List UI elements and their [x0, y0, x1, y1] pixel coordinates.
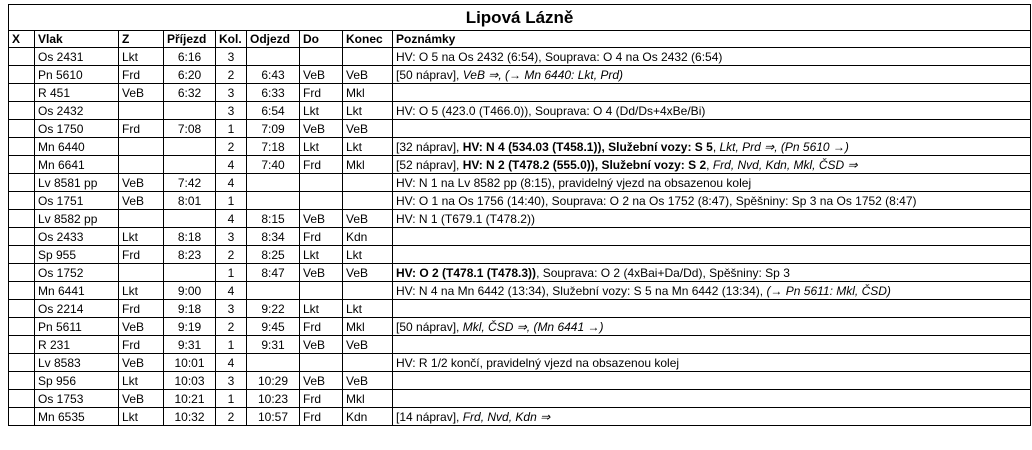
cell-vlak: Sp 956	[35, 372, 119, 390]
table-row	[9, 318, 1031, 336]
cell-konec: Mkl	[343, 84, 393, 102]
table-row	[9, 210, 1031, 228]
cell-vlak: Lv 8582 pp	[35, 210, 119, 228]
cell-poznamky	[393, 264, 1031, 282]
note-segment: HV: O 5 (423.0 (T466.0)), Souprava: O 4 (Dd/Ds+4xBe/Bi)	[396, 103, 706, 118]
cell-kol: 1	[216, 390, 247, 408]
cell-poznamky	[393, 246, 1031, 264]
cell-kol: 4	[216, 282, 247, 300]
cell-z: Frd	[119, 336, 164, 354]
cell-kol: 3	[216, 102, 247, 120]
table-row	[9, 138, 1031, 156]
cell-kol: 1	[216, 120, 247, 138]
cell-z: Frd	[119, 66, 164, 84]
cell-x	[9, 102, 35, 120]
cell-do: VeB	[300, 66, 343, 84]
cell-x	[9, 66, 35, 84]
cell-poznamky	[393, 48, 1031, 66]
cell-prijezd: 10:03	[164, 372, 216, 390]
cell-konec: Mkl	[343, 156, 393, 174]
cell-poznamky	[393, 210, 1031, 228]
cell-vlak: Mn 6441	[35, 282, 119, 300]
table-row	[9, 174, 1031, 192]
cell-x	[9, 390, 35, 408]
cell-poznamky	[393, 372, 1031, 390]
note-segment: [14 náprav],	[396, 409, 463, 424]
cell-kol: 2	[216, 408, 247, 426]
table-row	[9, 120, 1031, 138]
cell-z	[119, 102, 164, 120]
table-row	[9, 390, 1031, 408]
cell-odjezd	[247, 354, 300, 372]
cell-do: Lkt	[300, 138, 343, 156]
cell-prijezd: 9:00	[164, 282, 216, 300]
cell-kol: 1	[216, 192, 247, 210]
cell-do: Frd	[300, 318, 343, 336]
cell-z: Lkt	[119, 372, 164, 390]
cell-konec: VeB	[343, 66, 393, 84]
cell-do	[300, 192, 343, 210]
cell-prijezd	[164, 102, 216, 120]
cell-vlak: R 231	[35, 336, 119, 354]
note-segment: [50 náprav],	[396, 67, 463, 82]
cell-x	[9, 264, 35, 282]
cell-do: VeB	[300, 120, 343, 138]
cell-odjezd: 10:29	[247, 372, 300, 390]
cell-poznamky	[393, 84, 1031, 102]
cell-vlak: Mn 6535	[35, 408, 119, 426]
cell-konec: VeB	[343, 120, 393, 138]
cell-poznamky	[393, 102, 1031, 120]
cell-z: VeB	[119, 192, 164, 210]
cell-vlak: Os 1753	[35, 390, 119, 408]
note-segment: [52 náprav],	[396, 157, 463, 172]
cell-konec	[343, 192, 393, 210]
cell-prijezd: 9:19	[164, 318, 216, 336]
cell-prijezd	[164, 210, 216, 228]
cell-do	[300, 354, 343, 372]
cell-poznamky	[393, 156, 1031, 174]
cell-konec: Lkt	[343, 102, 393, 120]
cell-kol: 3	[216, 84, 247, 102]
cell-konec: VeB	[343, 264, 393, 282]
cell-poznamky	[393, 282, 1031, 300]
cell-vlak: Pn 5610	[35, 66, 119, 84]
cell-kol: 2	[216, 246, 247, 264]
cell-poznamky	[393, 408, 1031, 426]
cell-z	[119, 156, 164, 174]
cell-x	[9, 48, 35, 66]
cell-z	[119, 264, 164, 282]
table-row	[9, 354, 1031, 372]
col-header-poznamky: Poznámky	[393, 31, 1031, 48]
cell-do: VeB	[300, 264, 343, 282]
cell-konec: Mkl	[343, 318, 393, 336]
cell-konec	[343, 48, 393, 66]
cell-poznamky	[393, 228, 1031, 246]
cell-odjezd: 6:54	[247, 102, 300, 120]
cell-z: VeB	[119, 318, 164, 336]
cell-do	[300, 282, 343, 300]
cell-odjezd: 10:23	[247, 390, 300, 408]
cell-prijezd: 7:08	[164, 120, 216, 138]
cell-kol: 3	[216, 48, 247, 66]
cell-do: Lkt	[300, 102, 343, 120]
cell-poznamky	[393, 318, 1031, 336]
cell-odjezd: 9:45	[247, 318, 300, 336]
cell-kol: 3	[216, 300, 247, 318]
cell-odjezd: 9:31	[247, 336, 300, 354]
cell-poznamky	[393, 336, 1031, 354]
table-row	[9, 336, 1031, 354]
note-segment: ,	[706, 157, 713, 172]
cell-poznamky	[393, 120, 1031, 138]
cell-kol: 4	[216, 354, 247, 372]
cell-poznamky	[393, 192, 1031, 210]
cell-z: Lkt	[119, 408, 164, 426]
cell-x	[9, 228, 35, 246]
timetable-wrapper	[8, 4, 1030, 426]
note-segment: HV: O 1 na Os 1756 (14:40), Souprava: O 2 na Os 1752 (8:47), Spěšniny: Sp 3 na Os 1752 (8:47)	[396, 193, 917, 208]
col-header-x: X	[9, 31, 35, 48]
cell-x	[9, 282, 35, 300]
cell-konec: VeB	[343, 210, 393, 228]
cell-odjezd	[247, 48, 300, 66]
cell-vlak: Os 1752	[35, 264, 119, 282]
cell-kol: 1	[216, 264, 247, 282]
note-segment: Frd, Nvd, Kdn ⇒	[462, 409, 551, 424]
note-segment: HV: N 4 na Mn 6442 (13:34), Služební vozy: S 5 na Mn 6442 (13:34),	[396, 283, 767, 298]
cell-x	[9, 336, 35, 354]
cell-vlak: Os 2432	[35, 102, 119, 120]
cell-do: Lkt	[300, 300, 343, 318]
col-header-konec: Konec	[343, 31, 393, 48]
cell-prijezd: 6:32	[164, 84, 216, 102]
col-header-odjezd: Odjezd	[247, 31, 300, 48]
cell-x	[9, 84, 35, 102]
table-row	[9, 300, 1031, 318]
cell-vlak: Sp 955	[35, 246, 119, 264]
cell-odjezd: 8:47	[247, 264, 300, 282]
cell-prijezd: 8:23	[164, 246, 216, 264]
cell-kol: 4	[216, 174, 247, 192]
cell-konec	[343, 174, 393, 192]
cell-z: VeB	[119, 390, 164, 408]
cell-poznamky	[393, 354, 1031, 372]
table-row	[9, 228, 1031, 246]
cell-poznamky	[393, 390, 1031, 408]
cell-poznamky	[393, 174, 1031, 192]
cell-x	[9, 156, 35, 174]
col-header-z: Z	[119, 31, 164, 48]
cell-vlak: Lv 8583	[35, 354, 119, 372]
cell-konec: Lkt	[343, 138, 393, 156]
cell-odjezd: 10:57	[247, 408, 300, 426]
cell-vlak: R 451	[35, 84, 119, 102]
note-segment: [32 náprav],	[396, 139, 463, 154]
cell-konec: VeB	[343, 336, 393, 354]
col-header-kol: Kol.	[216, 31, 247, 48]
cell-prijezd	[164, 264, 216, 282]
header-row	[9, 31, 1031, 48]
table-row	[9, 246, 1031, 264]
cell-x	[9, 372, 35, 390]
col-header-do: Do	[300, 31, 343, 48]
note-segment: , Souprava: O 2 (4xBai+Da/Dd), Spěšniny: Sp 3	[536, 265, 790, 280]
cell-vlak: Mn 6440	[35, 138, 119, 156]
cell-do	[300, 48, 343, 66]
table-row	[9, 66, 1031, 84]
cell-do: VeB	[300, 336, 343, 354]
cell-konec: Lkt	[343, 246, 393, 264]
cell-vlak: Os 2214	[35, 300, 119, 318]
cell-prijezd: 10:01	[164, 354, 216, 372]
cell-do: Frd	[300, 156, 343, 174]
cell-kol: 4	[216, 156, 247, 174]
cell-z: Lkt	[119, 228, 164, 246]
cell-vlak: Mn 6641	[35, 156, 119, 174]
cell-z	[119, 210, 164, 228]
col-header-vlak: Vlak	[35, 31, 119, 48]
cell-odjezd: 6:33	[247, 84, 300, 102]
note-segment: HV: N 2 (T478.2 (555.0)), Služební vozy: S 2	[462, 157, 707, 172]
col-header-prijezd: Příjezd	[164, 31, 216, 48]
cell-poznamky	[393, 138, 1031, 156]
station-timetable	[8, 4, 1031, 426]
note-segment: HV: N 1 na Lv 8582 pp (8:15), pravidelný vjezd na obsazenou kolej	[396, 175, 752, 190]
table-row	[9, 102, 1031, 120]
cell-prijezd: 6:20	[164, 66, 216, 84]
cell-konec: Mkl	[343, 390, 393, 408]
cell-odjezd: 7:09	[247, 120, 300, 138]
cell-kol: 3	[216, 372, 247, 390]
cell-poznamky	[393, 300, 1031, 318]
cell-odjezd: 7:18	[247, 138, 300, 156]
note-segment: [50 náprav],	[396, 319, 463, 334]
cell-x	[9, 174, 35, 192]
note-segment: HV: R 1/2 končí, pravidelný vjezd na obsazenou kolej	[396, 355, 680, 370]
cell-odjezd: 8:15	[247, 210, 300, 228]
cell-do: Lkt	[300, 246, 343, 264]
cell-do: Frd	[300, 84, 343, 102]
cell-do: VeB	[300, 372, 343, 390]
timetable-body	[9, 48, 1031, 426]
cell-odjezd: 6:43	[247, 66, 300, 84]
cell-odjezd: 7:40	[247, 156, 300, 174]
cell-prijezd: 8:18	[164, 228, 216, 246]
cell-prijezd: 8:01	[164, 192, 216, 210]
table-row	[9, 156, 1031, 174]
cell-odjezd: 9:22	[247, 300, 300, 318]
cell-prijezd	[164, 138, 216, 156]
cell-z: Frd	[119, 120, 164, 138]
cell-odjezd: 8:34	[247, 228, 300, 246]
cell-do: VeB	[300, 210, 343, 228]
cell-x	[9, 210, 35, 228]
table-row	[9, 192, 1031, 210]
note-segment: HV: O 5 na Os 2432 (6:54), Souprava: O 4 na Os 2432 (6:54)	[396, 49, 723, 64]
cell-kol: 1	[216, 336, 247, 354]
cell-odjezd	[247, 282, 300, 300]
cell-odjezd	[247, 192, 300, 210]
note-segment: (→ Pn 5611: Mkl, ČSD)	[766, 283, 891, 298]
cell-vlak: Os 1750	[35, 120, 119, 138]
cell-x	[9, 246, 35, 264]
cell-z: Lkt	[119, 282, 164, 300]
cell-prijezd: 10:32	[164, 408, 216, 426]
cell-odjezd: 8:25	[247, 246, 300, 264]
station-title: Lipová Lázně	[9, 5, 1031, 31]
note-segment: ,	[712, 139, 720, 154]
cell-kol: 2	[216, 66, 247, 84]
note-segment: Mkl, ČSD ⇒, (Mn 6441 →)	[462, 319, 604, 334]
cell-x	[9, 120, 35, 138]
note-segment: HV: N 4 (534.03 (T458.1)), Služební vozy: S 5	[462, 139, 713, 154]
cell-prijezd: 6:16	[164, 48, 216, 66]
cell-konec: Lkt	[343, 300, 393, 318]
cell-vlak: Lv 8581 pp	[35, 174, 119, 192]
note-segment: HV: N 1 (T679.1 (T478.2))	[396, 211, 535, 226]
cell-vlak: Os 2431	[35, 48, 119, 66]
cell-konec	[343, 354, 393, 372]
cell-x	[9, 300, 35, 318]
table-row	[9, 84, 1031, 102]
cell-prijezd: 10:21	[164, 390, 216, 408]
cell-x	[9, 138, 35, 156]
cell-prijezd: 7:42	[164, 174, 216, 192]
cell-kol: 2	[216, 138, 247, 156]
table-row	[9, 264, 1031, 282]
cell-z: Lkt	[119, 48, 164, 66]
table-row	[9, 408, 1031, 426]
cell-kol: 4	[216, 210, 247, 228]
cell-odjezd	[247, 174, 300, 192]
cell-x	[9, 354, 35, 372]
cell-do	[300, 174, 343, 192]
cell-vlak: Os 1751	[35, 192, 119, 210]
cell-prijezd: 9:31	[164, 336, 216, 354]
cell-z: VeB	[119, 174, 164, 192]
title-row	[9, 5, 1031, 31]
cell-z: VeB	[119, 354, 164, 372]
cell-konec: Kdn	[343, 228, 393, 246]
note-segment: Frd, Nvd, Kdn, Mkl, ČSD ⇒	[712, 157, 858, 172]
cell-prijezd	[164, 156, 216, 174]
cell-kol: 2	[216, 318, 247, 336]
cell-z	[119, 138, 164, 156]
cell-do: Frd	[300, 408, 343, 426]
table-row	[9, 48, 1031, 66]
cell-x	[9, 408, 35, 426]
cell-prijezd: 9:18	[164, 300, 216, 318]
cell-konec: VeB	[343, 372, 393, 390]
cell-konec	[343, 282, 393, 300]
note-segment: VeB ⇒, (→ Mn 6440: Lkt, Prd)	[462, 67, 624, 82]
cell-kol: 3	[216, 228, 247, 246]
note-segment: Lkt, Prd ⇒, (Pn 5610 →)	[719, 139, 849, 154]
cell-do: Frd	[300, 390, 343, 408]
note-segment: HV: O 2 (T478.1 (T478.3))	[396, 265, 537, 280]
cell-z: Frd	[119, 300, 164, 318]
cell-x	[9, 318, 35, 336]
cell-vlak: Os 2433	[35, 228, 119, 246]
cell-konec: Kdn	[343, 408, 393, 426]
table-row	[9, 372, 1031, 390]
cell-x	[9, 192, 35, 210]
cell-vlak: Pn 5611	[35, 318, 119, 336]
cell-z: Frd	[119, 246, 164, 264]
cell-poznamky	[393, 66, 1031, 84]
cell-do: Frd	[300, 228, 343, 246]
table-row	[9, 282, 1031, 300]
cell-z: VeB	[119, 84, 164, 102]
